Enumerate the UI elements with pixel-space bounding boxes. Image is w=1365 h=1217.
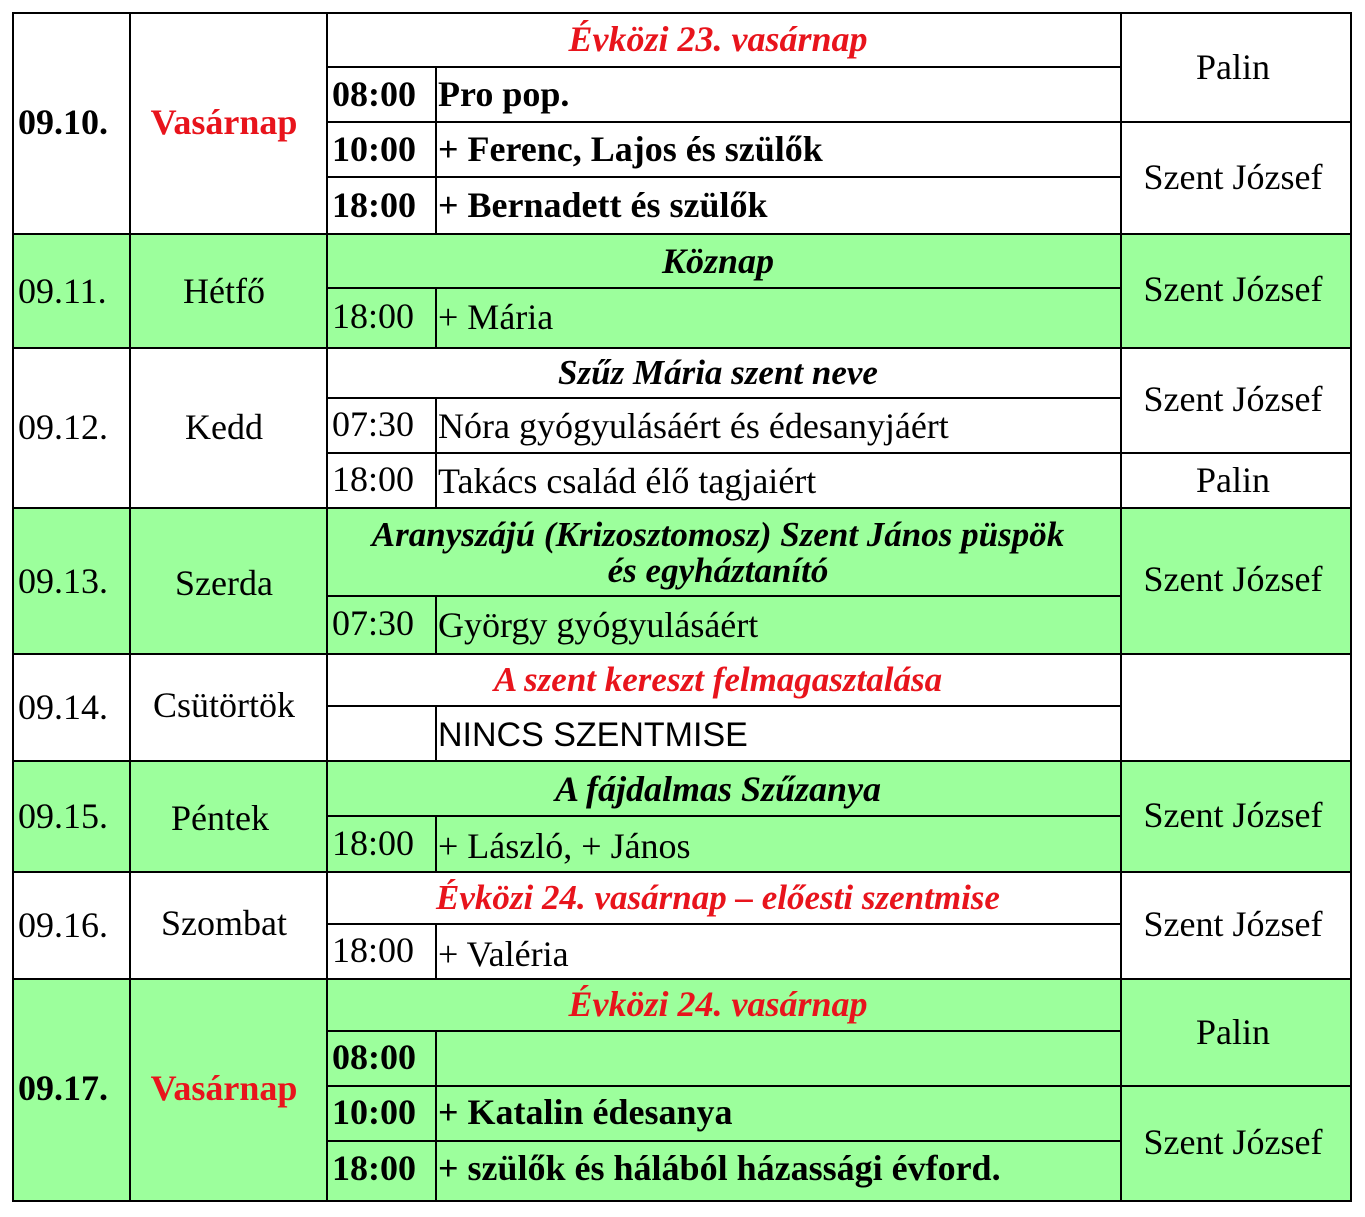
mass-intention: Nóra gyógyulásáért és édesanyjáért (438, 406, 949, 446)
mass-intention: + Katalin édesanya (438, 1092, 733, 1132)
mass-time: 07:30 (332, 603, 415, 643)
divider-date-day (129, 12, 131, 1202)
time-divider (435, 923, 437, 979)
day-separator (12, 760, 1352, 762)
mass-intention: + szülők és hálából házassági évford. (438, 1148, 1001, 1188)
place-cell: Szent József (1143, 157, 1323, 197)
feast-title: Évközi 24. vasárnap (568, 984, 868, 1024)
mass-intention: + Mária (438, 297, 554, 337)
place-cell: Palin (1195, 1012, 1271, 1052)
row-line (326, 1030, 1122, 1032)
place-cell: Szent József (1143, 559, 1323, 599)
mass-time: 18:00 (332, 1148, 416, 1188)
row-line (326, 397, 1122, 399)
date-cell: 09.12. (18, 407, 108, 447)
day-cell: Vasárnap (150, 102, 298, 142)
row-line (326, 121, 1122, 123)
time-divider (435, 287, 437, 348)
day-cell: Hétfő (183, 271, 265, 311)
feast-title: A szent kereszt felmagasztalása (493, 660, 943, 699)
day-cell: Szerda (175, 563, 273, 603)
time-divider (435, 705, 437, 761)
place-line (1120, 1085, 1352, 1087)
row-line (326, 815, 1122, 817)
day-cell: Szombat (161, 903, 287, 943)
time-divider (435, 66, 437, 234)
place-line (1120, 452, 1352, 454)
mass-intention: György gyógyulásáért (438, 605, 759, 645)
row-line (326, 595, 1122, 597)
mass-intention: + László, + János (438, 826, 691, 866)
place-cell: Szent József (1143, 1122, 1323, 1162)
feast-title: Köznap (661, 241, 775, 281)
place-cell: Palin (1195, 47, 1271, 87)
day-cell: Vasárnap (150, 1068, 298, 1108)
date-cell: 09.16. (18, 905, 108, 945)
day-separator (12, 507, 1352, 509)
mass-intention: + Valéria (438, 934, 569, 974)
row-line (326, 1140, 1122, 1142)
border-left (12, 12, 14, 1202)
day-separator (12, 978, 1352, 980)
border-bottom (12, 1200, 1352, 1202)
feast-title: A fájdalmas Szűzanya (554, 769, 882, 809)
day-separator (12, 233, 1352, 235)
day-separator (12, 653, 1352, 655)
day-separator (12, 347, 1352, 349)
time-divider (435, 1030, 437, 1201)
mass-intention: + Bernadett és szülők (438, 185, 768, 225)
feast-title: Szűz Mária szent neve (558, 353, 878, 392)
mass-intention: + Ferenc, Lajos és szülők (438, 129, 823, 169)
row-line (326, 705, 1122, 707)
border-right (1350, 12, 1352, 1202)
place-cell: Szent József (1143, 904, 1323, 944)
border-top (12, 12, 1352, 14)
feast-title-line1: Aranyszájú (Krizosztomosz) Szent János püspök (371, 515, 1065, 554)
day-cell: Csütörtök (152, 685, 296, 725)
mass-time: 18:00 (332, 823, 415, 863)
mass-time: 18:00 (332, 459, 415, 499)
date-cell: 09.17. (18, 1068, 108, 1108)
date-cell: 09.11. (18, 271, 107, 311)
time-divider (435, 595, 437, 654)
time-divider (435, 815, 437, 872)
row-line (326, 923, 1122, 925)
mass-time: 10:00 (332, 1092, 416, 1132)
mass-time: 07:30 (332, 404, 415, 444)
time-divider (435, 397, 437, 508)
mass-intention: Pro pop. (438, 74, 570, 114)
day-cell: Péntek (171, 798, 269, 838)
row-line (326, 452, 1122, 454)
place-cell: Palin (1195, 460, 1271, 500)
divider-day-mass (326, 12, 328, 1202)
divider-mass-place (1120, 12, 1122, 1202)
date-cell: 09.13. (18, 561, 108, 601)
mass-time: 18:00 (332, 296, 415, 336)
place-line (1120, 121, 1352, 123)
date-cell: 09.15. (18, 796, 108, 836)
feast-title-line2: és egyháztanító (607, 551, 829, 590)
row-line (326, 1085, 1122, 1087)
place-cell: Szent József (1143, 795, 1323, 835)
mass-time: 08:00 (332, 74, 416, 114)
place-cell: Szent József (1143, 269, 1323, 309)
mass-time: 08:00 (332, 1037, 416, 1077)
no-mass-note: NINCS SZENTMISE (438, 716, 748, 754)
date-cell: 09.10. (18, 102, 108, 142)
feast-title: Évközi 24. vasárnap – előesti szentmise (436, 878, 1000, 917)
place-cell: Szent József (1143, 379, 1323, 419)
mass-time: 10:00 (332, 129, 416, 169)
day-cell: Kedd (185, 407, 263, 447)
mass-time: 18:00 (332, 930, 415, 970)
row-line (326, 66, 1122, 68)
day-separator (12, 871, 1352, 873)
feast-title: Évközi 23. vasárnap (568, 19, 868, 59)
mass-time: 18:00 (332, 185, 416, 225)
row-line (326, 176, 1122, 178)
date-cell: 09.14. (18, 687, 108, 727)
mass-intention: Takács család élő tagjaiért (438, 461, 817, 501)
row-line (326, 287, 1122, 289)
